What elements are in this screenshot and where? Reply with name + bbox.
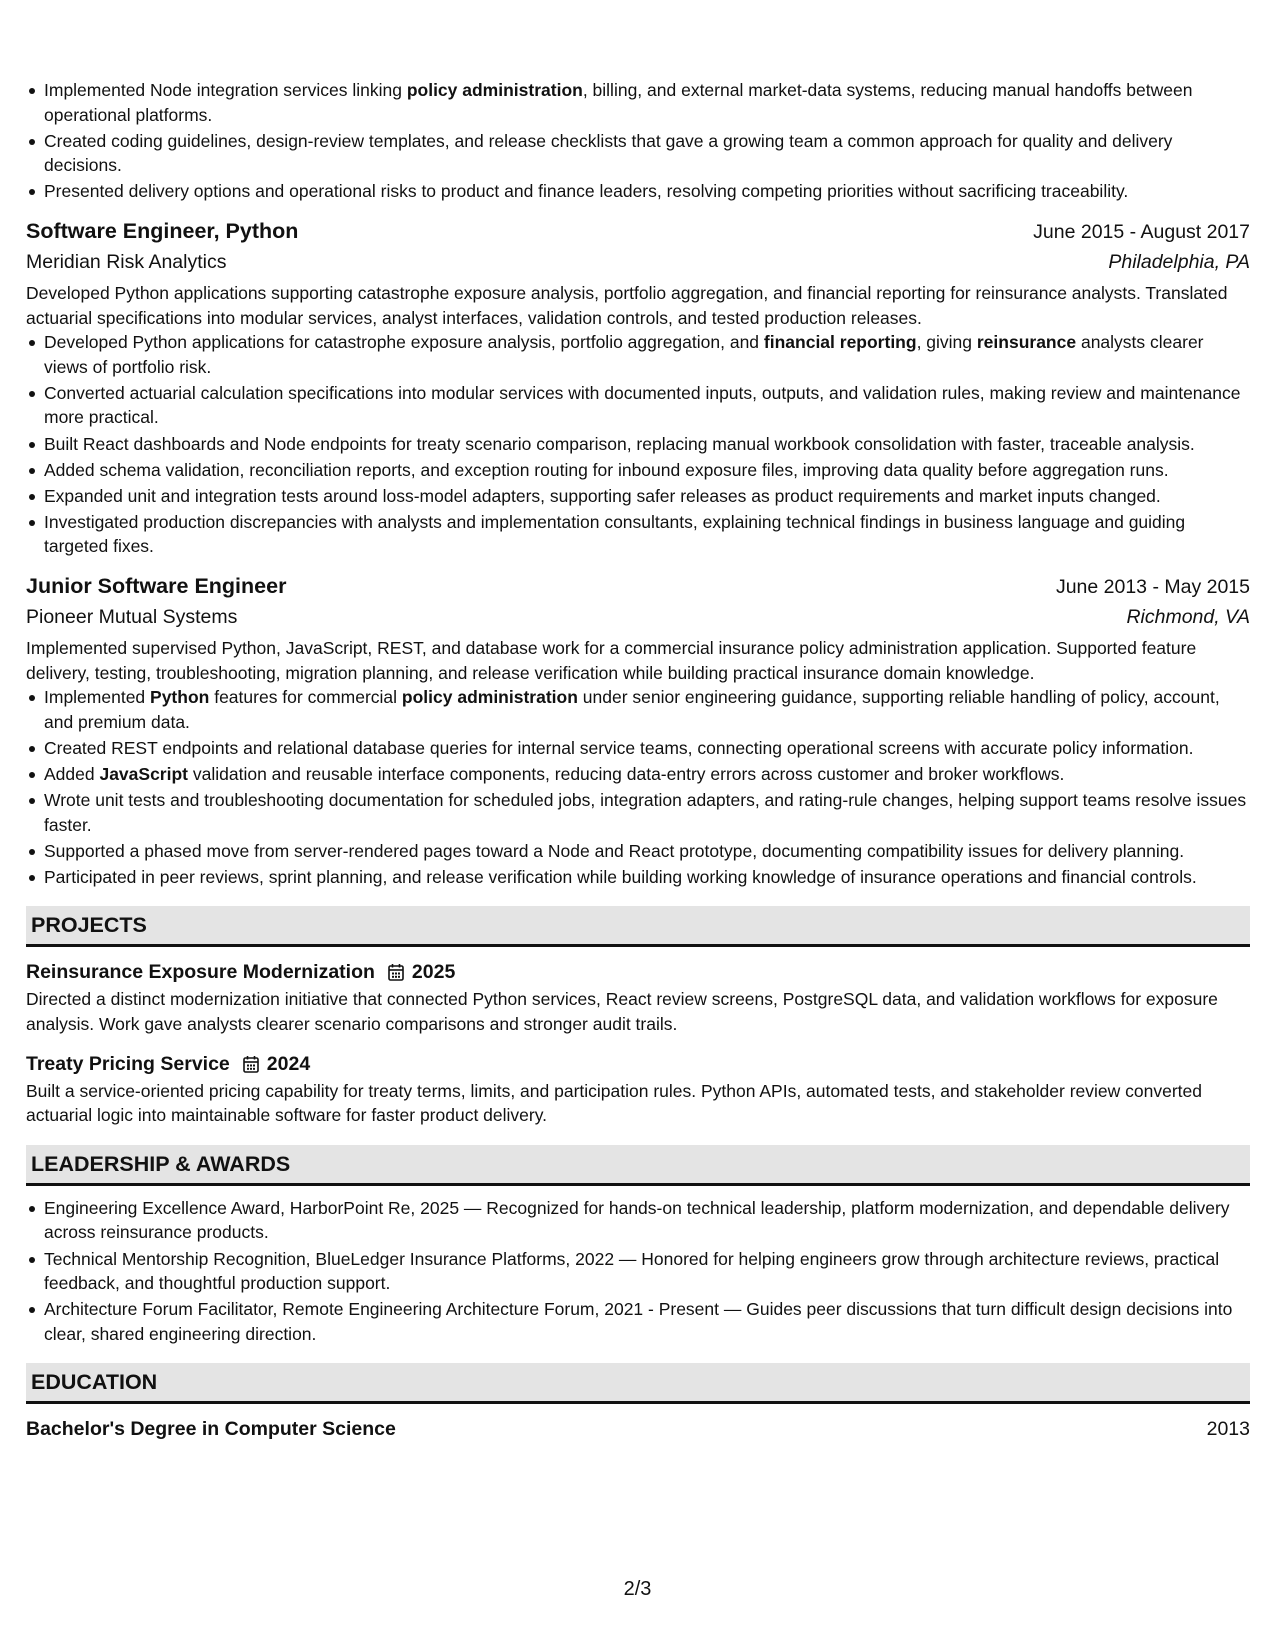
job-title: Software Engineer, Python [26,218,299,243]
project-entry [26,957,1250,1036]
job-bullet-list [26,685,1250,889]
text-run: Implemented [44,687,151,708]
bold-keyword: JavaScript [99,763,188,784]
text-run: Implemented Node integration services linking [44,80,407,100]
calendar-icon [388,963,404,981]
list-item [44,129,1250,178]
text-run: under senior engineering guidance, supporting reliable handling of policy, account, and premium data. [44,687,1220,732]
resume-page [26,78,1250,1444]
text-run: Created REST endpoints and relational database queries for internal service teams, connecting operational screens with accurate policy information. [44,737,1194,758]
text-run: Added [44,763,100,784]
education-year: 2013 [1206,1418,1250,1441]
bold-keyword: Python [150,687,210,708]
project-description: Directed a distinct modernization initiative that connected Python services, React review screens, PostgreSQL data, and validation workflows for exposure analysis. Work gave analysts clearer scenario comparisons and stronger audit trails. [26,989,1218,1035]
text-run: features for commercial [209,687,402,708]
job-location: Richmond, VA [1126,606,1250,628]
leadership-bullet-list [26,1196,1250,1347]
job-dates: June 2015 - August 2017 [1033,220,1250,243]
text-run: , billing, and external market-data systems, reducing manual handoffs between operational platforms. [44,80,1193,125]
list-item [44,1297,1250,1346]
project-name: Reinsurance Exposure Modernization [26,961,375,984]
education-degree: Bachelor's Degree in Computer Science [26,1418,396,1441]
calendar-icon [243,1055,259,1073]
project-entry [26,1049,1250,1128]
list-item [44,381,1250,430]
text-run: Investigated production discrepancies with analysts and implementation consultants, explaining technical findings in business language and guiding targeted fixes. [44,511,1186,557]
job-title: Junior Software Engineer [26,574,287,598]
bold-keyword: policy administration [401,687,578,708]
job-location: Philadelphia, PA [1108,250,1250,273]
text-run: Wrote unit tests and troubleshooting documentation for scheduled jobs, integration adapters, and rating-rule changes, helping support teams resolve issues faster. [44,790,1247,835]
job-summary: Implemented supervised Python, JavaScript, REST, and database work for a commercial insurance policy administration application. Supported feature delivery, testing, troubleshooting, migration planning, and release verification while building practical insurance domain knowledge. [26,638,1197,683]
text-run: Developed Python applications for catastrophe exposure analysis, portfolio aggregation, and [44,332,764,353]
job-company: Meridian Risk Analytics [26,250,227,273]
intro-bullet-list [26,78,1250,204]
list-item [44,432,1250,457]
text-run: Converted actuarial calculation specifications into modular services with documented inputs, outputs, and validation rules, making review and maintenance more practical. [44,382,1241,428]
job-bullet-list [26,330,1250,559]
list-item [44,1196,1250,1245]
bold-keyword: reinsurance [976,332,1077,353]
education-entry [26,1414,1250,1444]
list-item [44,458,1250,483]
text-run: Participated in peer reviews, sprint planning, and release verification while building working knowledge of insurance operations and financial controls. [44,866,1197,887]
text-run: Technical Mentorship Recognition, BlueLedger Insurance Platforms, 2022 — Honored for helping engineers grow through architecture reviews, practical feedback, and thoughtful production support. [44,1248,1220,1294]
text-run: Created coding guidelines, design-review templates, and release checklists that gave a growing team a common approach for quality and delivery decisions. [44,130,1173,176]
project-name: Treaty Pricing Service [26,1052,230,1075]
job-summary: Developed Python applications supporting catastrophe exposure analysis, portfolio aggregation, and financial reporting for reinsurance analysts. Translated actuarial specifications into modular services, analyst interfaces, validation controls, and tested production releases. [26,282,1228,328]
list-item [44,685,1250,734]
text-run: Engineering Excellence Award, HarborPoint Re, 2025 — Recognized for hands-on technical leadership, platform modernization, and dependable delivery across reinsurance products. [44,1197,1230,1243]
section-heading-education: EDUCATION [26,1363,1250,1404]
project-year: 2024 [266,1052,311,1075]
list-item [44,788,1250,837]
bold-keyword: policy administration [406,80,583,100]
project-year: 2025 [411,961,456,984]
text-run: , giving [916,332,977,353]
list-item [44,736,1250,761]
text-run: Supported a phased move from server-rendered pages toward a Node and React prototype, documenting compatibility issues for delivery planning. [44,840,1185,861]
text-run: Added schema validation, reconciliation reports, and exception routing for inbound exposure files, improving data quality before aggregation runs. [44,459,1169,480]
text-run: Expanded unit and integration tests around loss-model adapters, supporting safer releases as product requirements and market inputs changed. [44,485,1161,506]
list-item [44,839,1250,864]
text-run: analysts clearer views of portfolio risk. [44,332,1204,377]
list-item [44,330,1250,379]
section-heading-projects: PROJECTS [26,906,1250,947]
text-run: Presented delivery options and operational risks to product and finance leaders, resolving competing priorities without sacrificing traceability. [44,181,1129,202]
section-heading-leadership: LEADERSHIP & AWARDS [26,1145,1250,1186]
job-company: Pioneer Mutual Systems [26,606,238,628]
job-dates: June 2013 - May 2015 [1055,576,1250,598]
list-item [44,78,1250,127]
list-item [44,762,1250,787]
text-run: Architecture Forum Facilitator, Remote Engineering Architecture Forum, 2021 - Present — Guides peer discussions that turn difficult design decisions into clear, shared engineering direction. [44,1299,1233,1344]
list-item [44,1247,1250,1296]
job-entry [26,216,1250,559]
page-number: 2/3 [623,1578,652,1600]
bold-keyword: financial reporting [763,332,917,353]
text-run: validation and reusable interface components, reducing data-entry errors across customer and broker workflows. [188,763,1065,784]
text-run: Built React dashboards and Node endpoints for treaty scenario comparison, replacing manual workbook consolidation with faster, traceable analysis. [44,433,1195,454]
project-description: Built a service-oriented pricing capability for treaty terms, limits, and participation rules. Python APIs, automated tests, and stakeholder review converted actuarial logic into maintainable software for faster product delivery. [26,1080,1202,1126]
list-item [44,865,1250,890]
job-entry [26,571,1250,889]
list-item [44,179,1250,204]
list-item [44,484,1250,509]
list-item [44,510,1250,559]
